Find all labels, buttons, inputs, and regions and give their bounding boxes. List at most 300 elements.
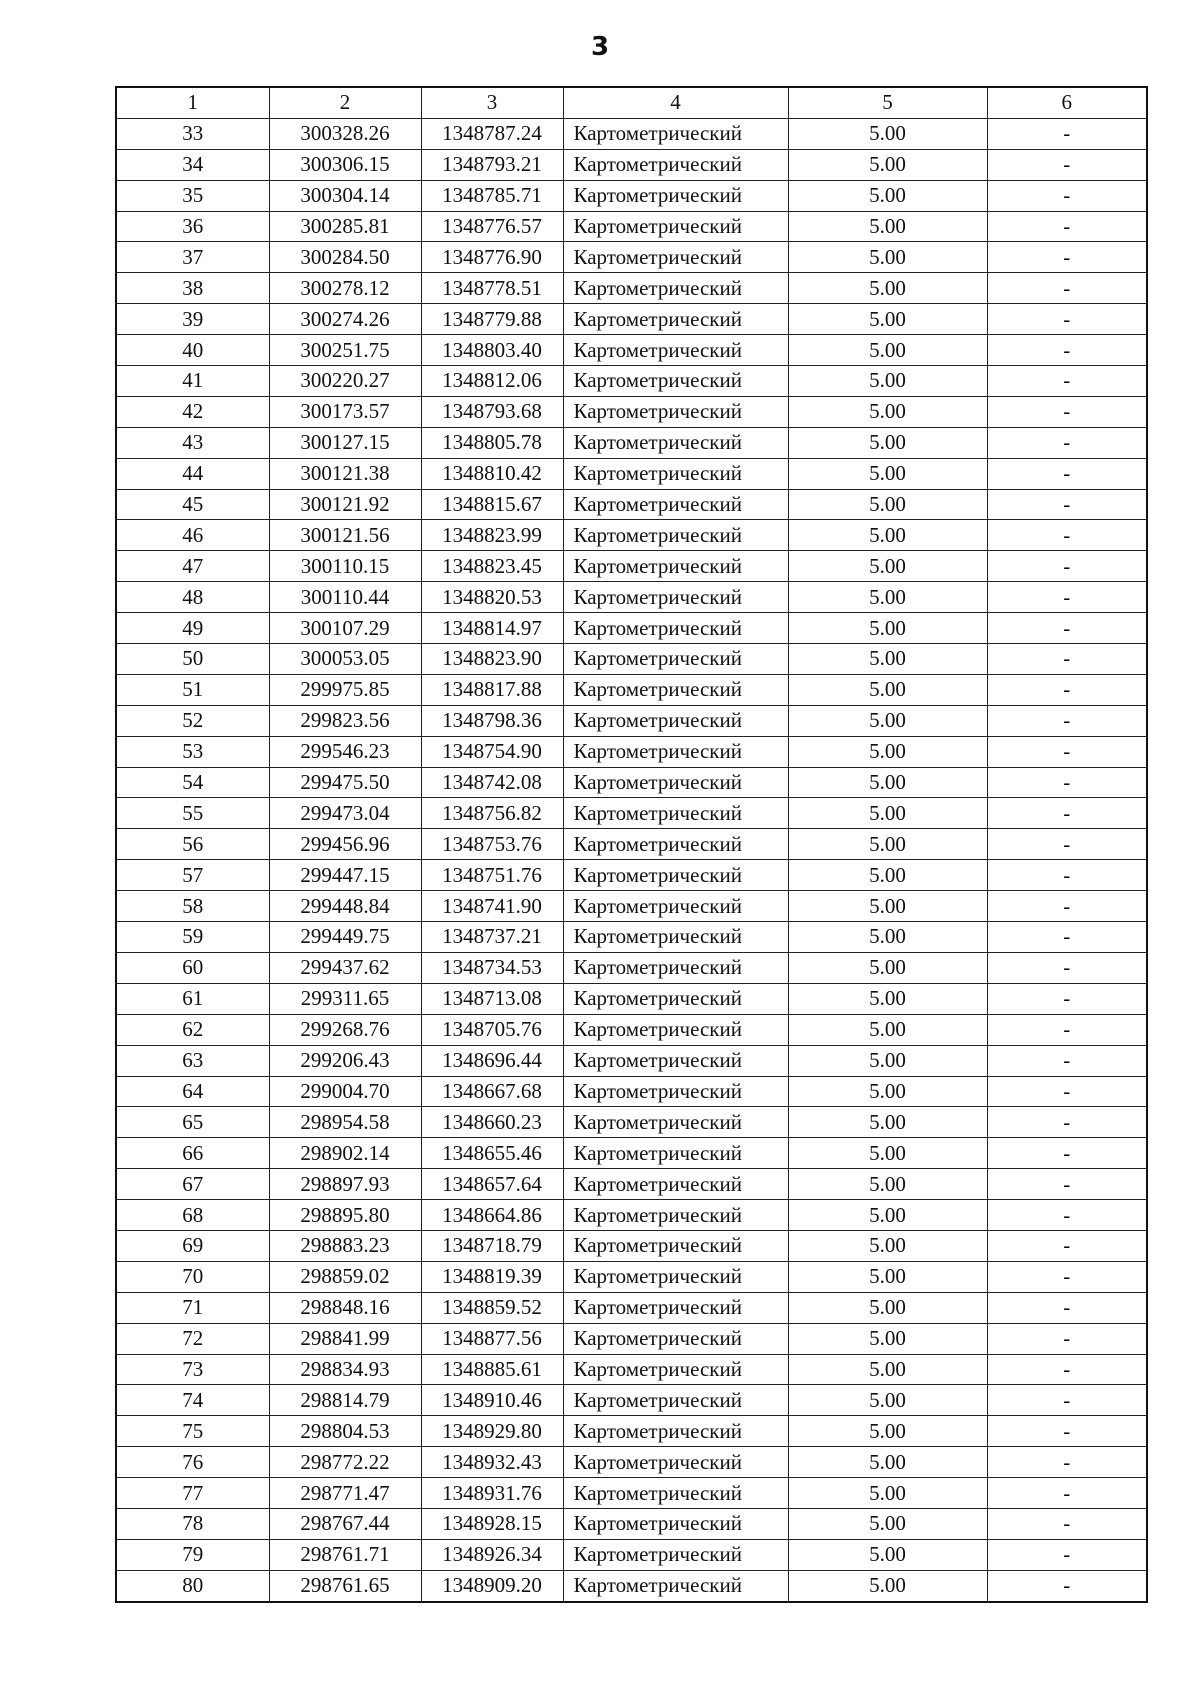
description-cell: - <box>987 458 1147 489</box>
x-coordinate-cell: 300121.56 <box>269 520 421 551</box>
point-number-cell: 52 <box>116 705 269 736</box>
y-coordinate-cell: 1348751.76 <box>421 860 563 891</box>
method-cell: Картометрический <box>563 644 788 675</box>
accuracy-cell: 5.00 <box>788 1138 987 1169</box>
accuracy-cell: 5.00 <box>788 149 987 180</box>
table-row <box>116 891 1147 922</box>
point-number-cell: 77 <box>116 1478 269 1509</box>
accuracy-cell: 5.00 <box>788 1076 987 1107</box>
method-cell: Картометрический <box>563 520 788 551</box>
table-row <box>116 211 1147 242</box>
table-row <box>116 273 1147 304</box>
y-coordinate-cell: 1348820.53 <box>421 582 563 613</box>
description-cell: - <box>987 767 1147 798</box>
method-cell: Картометрический <box>563 1323 788 1354</box>
x-coordinate-cell: 298841.99 <box>269 1323 421 1354</box>
table-row <box>116 1138 1147 1169</box>
point-number-cell: 73 <box>116 1354 269 1385</box>
method-cell: Картометрический <box>563 1292 788 1323</box>
accuracy-cell: 5.00 <box>788 489 987 520</box>
description-cell: - <box>987 427 1147 458</box>
method-cell: Картометрический <box>563 1478 788 1509</box>
accuracy-cell: 5.00 <box>788 922 987 953</box>
accuracy-cell: 5.00 <box>788 366 987 397</box>
accuracy-cell: 5.00 <box>788 829 987 860</box>
table-row <box>116 705 1147 736</box>
y-coordinate-cell: 1348823.99 <box>421 520 563 551</box>
method-cell: Картометрический <box>563 304 788 335</box>
table-row <box>116 644 1147 675</box>
x-coordinate-cell: 300127.15 <box>269 427 421 458</box>
y-coordinate-cell: 1348734.53 <box>421 952 563 983</box>
x-coordinate-cell: 299456.96 <box>269 829 421 860</box>
point-number-cell: 79 <box>116 1539 269 1570</box>
x-coordinate-cell: 298761.71 <box>269 1539 421 1570</box>
description-cell: - <box>987 736 1147 767</box>
table-row <box>116 1354 1147 1385</box>
description-cell: - <box>987 1200 1147 1231</box>
table-row <box>116 1076 1147 1107</box>
description-cell: - <box>987 149 1147 180</box>
point-number-cell: 59 <box>116 922 269 953</box>
description-cell: - <box>987 335 1147 366</box>
description-cell: - <box>987 644 1147 675</box>
method-cell: Картометрический <box>563 613 788 644</box>
point-number-cell: 56 <box>116 829 269 860</box>
point-number-cell: 69 <box>116 1230 269 1261</box>
point-number-cell: 38 <box>116 273 269 304</box>
header-row <box>116 87 1147 118</box>
x-coordinate-cell: 298771.47 <box>269 1478 421 1509</box>
point-number-cell: 36 <box>116 211 269 242</box>
y-coordinate-cell: 1348929.80 <box>421 1416 563 1447</box>
description-cell: - <box>987 860 1147 891</box>
y-coordinate-cell: 1348737.21 <box>421 922 563 953</box>
table-row <box>116 983 1147 1014</box>
x-coordinate-cell: 300328.26 <box>269 118 421 149</box>
description-cell: - <box>987 922 1147 953</box>
y-coordinate-cell: 1348805.78 <box>421 427 563 458</box>
y-coordinate-cell: 1348705.76 <box>421 1014 563 1045</box>
method-cell: Картометрический <box>563 1416 788 1447</box>
method-cell: Картометрический <box>563 829 788 860</box>
accuracy-cell: 5.00 <box>788 1447 987 1478</box>
x-coordinate-cell: 299004.70 <box>269 1076 421 1107</box>
method-cell: Картометрический <box>563 674 788 705</box>
method-cell: Картометрический <box>563 1169 788 1200</box>
description-cell: - <box>987 582 1147 613</box>
method-cell: Картометрический <box>563 1539 788 1570</box>
description-cell: - <box>987 520 1147 551</box>
table-row <box>116 458 1147 489</box>
description-cell: - <box>987 798 1147 829</box>
column-header: 2 <box>269 87 421 118</box>
y-coordinate-cell: 1348932.43 <box>421 1447 563 1478</box>
x-coordinate-cell: 299975.85 <box>269 674 421 705</box>
y-coordinate-cell: 1348667.68 <box>421 1076 563 1107</box>
description-cell: - <box>987 489 1147 520</box>
point-number-cell: 45 <box>116 489 269 520</box>
x-coordinate-cell: 298895.80 <box>269 1200 421 1231</box>
y-coordinate-cell: 1348877.56 <box>421 1323 563 1354</box>
method-cell: Картометрический <box>563 1076 788 1107</box>
x-coordinate-cell: 300304.14 <box>269 180 421 211</box>
y-coordinate-cell: 1348931.76 <box>421 1478 563 1509</box>
description-cell: - <box>987 1014 1147 1045</box>
method-cell: Картометрический <box>563 1138 788 1169</box>
x-coordinate-cell: 299448.84 <box>269 891 421 922</box>
accuracy-cell: 5.00 <box>788 1539 987 1570</box>
table-row <box>116 1230 1147 1261</box>
method-cell: Картометрический <box>563 767 788 798</box>
column-header: 3 <box>421 87 563 118</box>
point-number-cell: 64 <box>116 1076 269 1107</box>
accuracy-cell: 5.00 <box>788 458 987 489</box>
y-coordinate-cell: 1348664.86 <box>421 1200 563 1231</box>
accuracy-cell: 5.00 <box>788 1292 987 1323</box>
y-coordinate-cell: 1348823.45 <box>421 551 563 582</box>
description-cell: - <box>987 1261 1147 1292</box>
description-cell: - <box>987 705 1147 736</box>
description-cell: - <box>987 1539 1147 1570</box>
point-number-cell: 51 <box>116 674 269 705</box>
y-coordinate-cell: 1348655.46 <box>421 1138 563 1169</box>
column-header: 4 <box>563 87 788 118</box>
method-cell: Картометрический <box>563 1385 788 1416</box>
method-cell: Картометрический <box>563 798 788 829</box>
y-coordinate-cell: 1348713.08 <box>421 983 563 1014</box>
y-coordinate-cell: 1348779.88 <box>421 304 563 335</box>
description-cell: - <box>987 829 1147 860</box>
x-coordinate-cell: 298848.16 <box>269 1292 421 1323</box>
method-cell: Картометрический <box>563 705 788 736</box>
method-cell: Картометрический <box>563 427 788 458</box>
table-row <box>116 1292 1147 1323</box>
x-coordinate-cell: 300110.15 <box>269 551 421 582</box>
table-row <box>116 1447 1147 1478</box>
table-row <box>116 1014 1147 1045</box>
method-cell: Картометрический <box>563 891 788 922</box>
accuracy-cell: 5.00 <box>788 1478 987 1509</box>
table-row <box>116 829 1147 860</box>
method-cell: Картометрический <box>563 1200 788 1231</box>
method-cell: Картометрический <box>563 273 788 304</box>
point-number-cell: 35 <box>116 180 269 211</box>
point-number-cell: 61 <box>116 983 269 1014</box>
x-coordinate-cell: 298814.79 <box>269 1385 421 1416</box>
point-number-cell: 48 <box>116 582 269 613</box>
x-coordinate-cell: 300220.27 <box>269 366 421 397</box>
description-cell: - <box>987 613 1147 644</box>
y-coordinate-cell: 1348815.67 <box>421 489 563 520</box>
y-coordinate-cell: 1348793.68 <box>421 396 563 427</box>
description-cell: - <box>987 1107 1147 1138</box>
table-row <box>116 1570 1147 1601</box>
accuracy-cell: 5.00 <box>788 427 987 458</box>
table-row <box>116 1416 1147 1447</box>
description-cell: - <box>987 1478 1147 1509</box>
x-coordinate-cell: 298902.14 <box>269 1138 421 1169</box>
method-cell: Картометрический <box>563 1045 788 1076</box>
point-number-cell: 34 <box>116 149 269 180</box>
description-cell: - <box>987 952 1147 983</box>
y-coordinate-cell: 1348742.08 <box>421 767 563 798</box>
point-number-cell: 37 <box>116 242 269 273</box>
description-cell: - <box>987 551 1147 582</box>
point-number-cell: 57 <box>116 860 269 891</box>
x-coordinate-cell: 299546.23 <box>269 736 421 767</box>
x-coordinate-cell: 300284.50 <box>269 242 421 273</box>
method-cell: Картометрический <box>563 922 788 953</box>
table-row <box>116 1323 1147 1354</box>
point-number-cell: 60 <box>116 952 269 983</box>
y-coordinate-cell: 1348909.20 <box>421 1570 563 1601</box>
table-row <box>116 736 1147 767</box>
x-coordinate-cell: 300278.12 <box>269 273 421 304</box>
x-coordinate-cell: 298804.53 <box>269 1416 421 1447</box>
x-coordinate-cell: 298767.44 <box>269 1508 421 1539</box>
method-cell: Картометрический <box>563 582 788 613</box>
table-row <box>116 118 1147 149</box>
x-coordinate-cell: 300053.05 <box>269 644 421 675</box>
table-row <box>116 304 1147 335</box>
accuracy-cell: 5.00 <box>788 582 987 613</box>
description-cell: - <box>987 674 1147 705</box>
point-number-cell: 43 <box>116 427 269 458</box>
table-row <box>116 1107 1147 1138</box>
y-coordinate-cell: 1348798.36 <box>421 705 563 736</box>
point-number-cell: 67 <box>116 1169 269 1200</box>
point-number-cell: 46 <box>116 520 269 551</box>
y-coordinate-cell: 1348819.39 <box>421 1261 563 1292</box>
accuracy-cell: 5.00 <box>788 1416 987 1447</box>
description-cell: - <box>987 118 1147 149</box>
method-cell: Картометрический <box>563 118 788 149</box>
method-cell: Картометрический <box>563 1230 788 1261</box>
y-coordinate-cell: 1348793.21 <box>421 149 563 180</box>
table-row <box>116 520 1147 551</box>
accuracy-cell: 5.00 <box>788 304 987 335</box>
y-coordinate-cell: 1348885.61 <box>421 1354 563 1385</box>
point-number-cell: 41 <box>116 366 269 397</box>
accuracy-cell: 5.00 <box>788 705 987 736</box>
table-row <box>116 613 1147 644</box>
point-number-cell: 62 <box>116 1014 269 1045</box>
point-number-cell: 47 <box>116 551 269 582</box>
x-coordinate-cell: 298897.93 <box>269 1169 421 1200</box>
x-coordinate-cell: 299437.62 <box>269 952 421 983</box>
accuracy-cell: 5.00 <box>788 118 987 149</box>
point-number-cell: 49 <box>116 613 269 644</box>
y-coordinate-cell: 1348778.51 <box>421 273 563 304</box>
method-cell: Картометрический <box>563 366 788 397</box>
accuracy-cell: 5.00 <box>788 952 987 983</box>
description-cell: - <box>987 1292 1147 1323</box>
accuracy-cell: 5.00 <box>788 1261 987 1292</box>
accuracy-cell: 5.00 <box>788 180 987 211</box>
accuracy-cell: 5.00 <box>788 551 987 582</box>
table-row <box>116 180 1147 211</box>
x-coordinate-cell: 300306.15 <box>269 149 421 180</box>
accuracy-cell: 5.00 <box>788 613 987 644</box>
x-coordinate-cell: 299449.75 <box>269 922 421 953</box>
y-coordinate-cell: 1348817.88 <box>421 674 563 705</box>
table-row <box>116 860 1147 891</box>
x-coordinate-cell: 299206.43 <box>269 1045 421 1076</box>
y-coordinate-cell: 1348718.79 <box>421 1230 563 1261</box>
point-number-cell: 78 <box>116 1508 269 1539</box>
table-row <box>116 1169 1147 1200</box>
table-row <box>116 366 1147 397</box>
y-coordinate-cell: 1348928.15 <box>421 1508 563 1539</box>
table-body <box>116 118 1147 1601</box>
method-cell: Картометрический <box>563 149 788 180</box>
point-number-cell: 42 <box>116 396 269 427</box>
y-coordinate-cell: 1348926.34 <box>421 1539 563 1570</box>
table-row <box>116 798 1147 829</box>
accuracy-cell: 5.00 <box>788 1200 987 1231</box>
method-cell: Картометрический <box>563 242 788 273</box>
accuracy-cell: 5.00 <box>788 1107 987 1138</box>
x-coordinate-cell: 299473.04 <box>269 798 421 829</box>
table-row <box>116 149 1147 180</box>
y-coordinate-cell: 1348823.90 <box>421 644 563 675</box>
table-row <box>116 767 1147 798</box>
description-cell: - <box>987 1169 1147 1200</box>
description-cell: - <box>987 396 1147 427</box>
point-number-cell: 80 <box>116 1570 269 1601</box>
table-row <box>116 489 1147 520</box>
table-row <box>116 1385 1147 1416</box>
table-row <box>116 582 1147 613</box>
method-cell: Картометрический <box>563 1447 788 1478</box>
accuracy-cell: 5.00 <box>788 1508 987 1539</box>
accuracy-cell: 5.00 <box>788 798 987 829</box>
x-coordinate-cell: 298954.58 <box>269 1107 421 1138</box>
accuracy-cell: 5.00 <box>788 1230 987 1261</box>
x-coordinate-cell: 299823.56 <box>269 705 421 736</box>
y-coordinate-cell: 1348696.44 <box>421 1045 563 1076</box>
table-row <box>116 551 1147 582</box>
method-cell: Картометрический <box>563 180 788 211</box>
coordinates-table <box>115 86 1148 1603</box>
x-coordinate-cell: 298761.65 <box>269 1570 421 1601</box>
table-row <box>116 242 1147 273</box>
y-coordinate-cell: 1348814.97 <box>421 613 563 644</box>
point-number-cell: 66 <box>116 1138 269 1169</box>
accuracy-cell: 5.00 <box>788 767 987 798</box>
accuracy-cell: 5.00 <box>788 860 987 891</box>
point-number-cell: 33 <box>116 118 269 149</box>
point-number-cell: 71 <box>116 1292 269 1323</box>
accuracy-cell: 5.00 <box>788 1323 987 1354</box>
y-coordinate-cell: 1348776.57 <box>421 211 563 242</box>
description-cell: - <box>987 242 1147 273</box>
x-coordinate-cell: 300121.92 <box>269 489 421 520</box>
description-cell: - <box>987 1385 1147 1416</box>
table-row <box>116 1539 1147 1570</box>
table-row <box>116 1508 1147 1539</box>
accuracy-cell: 5.00 <box>788 983 987 1014</box>
x-coordinate-cell: 300107.29 <box>269 613 421 644</box>
point-number-cell: 50 <box>116 644 269 675</box>
y-coordinate-cell: 1348776.90 <box>421 242 563 273</box>
method-cell: Картометрический <box>563 1508 788 1539</box>
y-coordinate-cell: 1348859.52 <box>421 1292 563 1323</box>
point-number-cell: 76 <box>116 1447 269 1478</box>
point-number-cell: 55 <box>116 798 269 829</box>
description-cell: - <box>987 1508 1147 1539</box>
table-row <box>116 674 1147 705</box>
description-cell: - <box>987 1076 1147 1107</box>
y-coordinate-cell: 1348756.82 <box>421 798 563 829</box>
method-cell: Картометрический <box>563 860 788 891</box>
method-cell: Картометрический <box>563 489 788 520</box>
accuracy-cell: 5.00 <box>788 1570 987 1601</box>
y-coordinate-cell: 1348753.76 <box>421 829 563 860</box>
point-number-cell: 53 <box>116 736 269 767</box>
point-number-cell: 68 <box>116 1200 269 1231</box>
x-coordinate-cell: 300274.26 <box>269 304 421 335</box>
x-coordinate-cell: 300285.81 <box>269 211 421 242</box>
accuracy-cell: 5.00 <box>788 736 987 767</box>
y-coordinate-cell: 1348787.24 <box>421 118 563 149</box>
accuracy-cell: 5.00 <box>788 273 987 304</box>
point-number-cell: 65 <box>116 1107 269 1138</box>
description-cell: - <box>987 1570 1147 1601</box>
table-row <box>116 1261 1147 1292</box>
accuracy-cell: 5.00 <box>788 520 987 551</box>
method-cell: Картометрический <box>563 952 788 983</box>
accuracy-cell: 5.00 <box>788 1045 987 1076</box>
accuracy-cell: 5.00 <box>788 891 987 922</box>
description-cell: - <box>987 366 1147 397</box>
y-coordinate-cell: 1348754.90 <box>421 736 563 767</box>
column-header: 1 <box>116 87 269 118</box>
accuracy-cell: 5.00 <box>788 396 987 427</box>
y-coordinate-cell: 1348812.06 <box>421 366 563 397</box>
table-row <box>116 427 1147 458</box>
column-header: 6 <box>987 87 1147 118</box>
x-coordinate-cell: 299447.15 <box>269 860 421 891</box>
y-coordinate-cell: 1348657.64 <box>421 1169 563 1200</box>
x-coordinate-cell: 298834.93 <box>269 1354 421 1385</box>
description-cell: - <box>987 1447 1147 1478</box>
method-cell: Картометрический <box>563 983 788 1014</box>
method-cell: Картометрический <box>563 1107 788 1138</box>
accuracy-cell: 5.00 <box>788 335 987 366</box>
point-number-cell: 63 <box>116 1045 269 1076</box>
page-number: 3 <box>590 32 610 62</box>
x-coordinate-cell: 298772.22 <box>269 1447 421 1478</box>
table-row <box>116 1045 1147 1076</box>
accuracy-cell: 5.00 <box>788 674 987 705</box>
table-row <box>116 335 1147 366</box>
method-cell: Картометрический <box>563 551 788 582</box>
x-coordinate-cell: 300110.44 <box>269 582 421 613</box>
point-number-cell: 74 <box>116 1385 269 1416</box>
x-coordinate-cell: 300121.38 <box>269 458 421 489</box>
method-cell: Картометрический <box>563 1354 788 1385</box>
point-number-cell: 72 <box>116 1323 269 1354</box>
point-number-cell: 40 <box>116 335 269 366</box>
x-coordinate-cell: 299311.65 <box>269 983 421 1014</box>
method-cell: Картометрический <box>563 736 788 767</box>
description-cell: - <box>987 273 1147 304</box>
table-row <box>116 922 1147 953</box>
description-cell: - <box>987 1416 1147 1447</box>
x-coordinate-cell: 299475.50 <box>269 767 421 798</box>
